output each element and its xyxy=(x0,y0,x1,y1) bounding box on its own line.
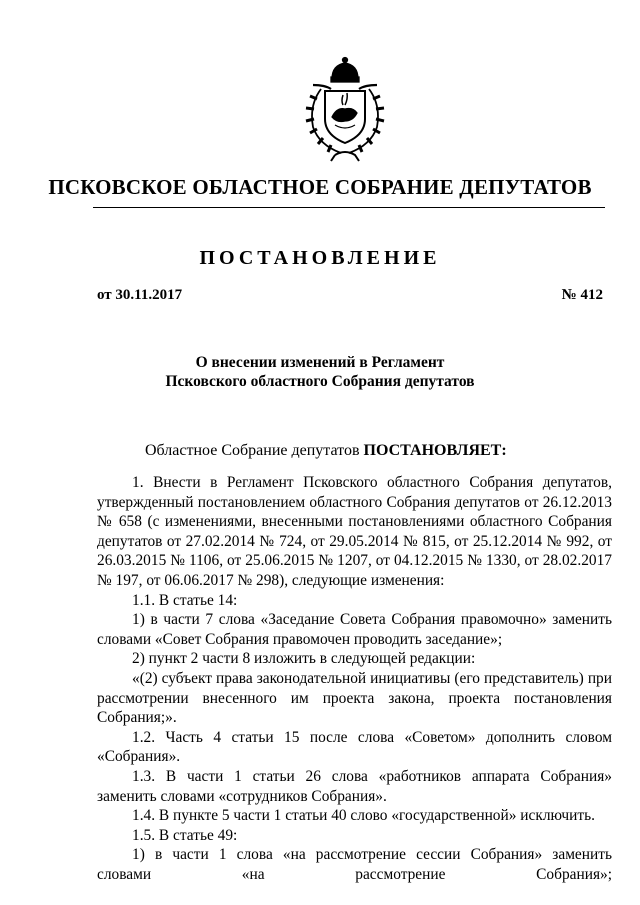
paragraph: 1) в части 1 слова «на рассмотрение сессии Собрания» заменить словами «на рассмотрение Собрания»; xyxy=(97,846,612,883)
document-body xyxy=(97,473,612,884)
subject-line: О внесении изменений в Регламент xyxy=(195,354,445,371)
header-divider xyxy=(93,207,605,208)
paragraph: 1.5. В статье 49: xyxy=(132,826,238,844)
organization-title: ПСКОВСКОЕ ОБЛАСТНОЕ СОБРАНИЕ ДЕПУТАТОВ xyxy=(48,175,592,199)
pskov-coat-of-arms-icon xyxy=(295,55,395,165)
document-type: ПОСТАНОВЛЕНИЕ xyxy=(199,247,441,269)
paragraph: 1) в части 7 слова «Заседание Совета Собрания правомочно» заменить словами «Совет Собрания правомочен проводить заседание»; xyxy=(97,611,612,648)
paragraph: 1.2. Часть 4 статьи 15 после слова «Советом» дополнить словом «Собрания». xyxy=(97,728,612,766)
paragraph: «(2) субъект права законодательной инициативы (его представитель) при рассмотрении внесенного им проекта закона, проекта постановления Собрания;». xyxy=(97,669,612,727)
paragraph: 1. Внести в Регламент Псковского областного Собрания депутатов, утвержденный постановлением областного Собрания депутатов от 26.12.2013 № 658 (с изменениями, внесенными постановлениями областного Собрания депутатов от 27.02.2014 № 724, от 29.05.2014 № 815, от 25.12.2014 № 992, от 26.03.2015 № 1106, от 25.06.2015 № 1207, от 04.12.2015 № 1330, от 28.02.2017 № 197, от 06.06.2017 № 298), следующие изменения: xyxy=(97,474,612,589)
paragraph: 1.3. В части 1 статьи 26 слова «работников аппарата Собрания» заменить словами «сотрудников Собрания». xyxy=(97,767,612,805)
document-subject xyxy=(0,353,640,391)
document-number: № 412 xyxy=(561,287,603,303)
resolution-preamble xyxy=(145,442,507,460)
paragraph: 1.4. В пункте 5 части 1 статьи 40 слово «государственной» исключить. xyxy=(132,807,595,825)
paragraph: 1.1. В статье 14: xyxy=(132,591,238,609)
subject-line: Псковского областного Собрания депутатов xyxy=(165,373,475,390)
preamble-bold: ПОСТАНОВЛЯЕТ: xyxy=(363,442,507,459)
document-date: от 30.11.2017 xyxy=(97,287,183,303)
preamble-text: Областное Собрание депутатов xyxy=(145,442,364,459)
paragraph: 2) пункт 2 части 8 изложить в следующей редакции: xyxy=(132,650,476,668)
